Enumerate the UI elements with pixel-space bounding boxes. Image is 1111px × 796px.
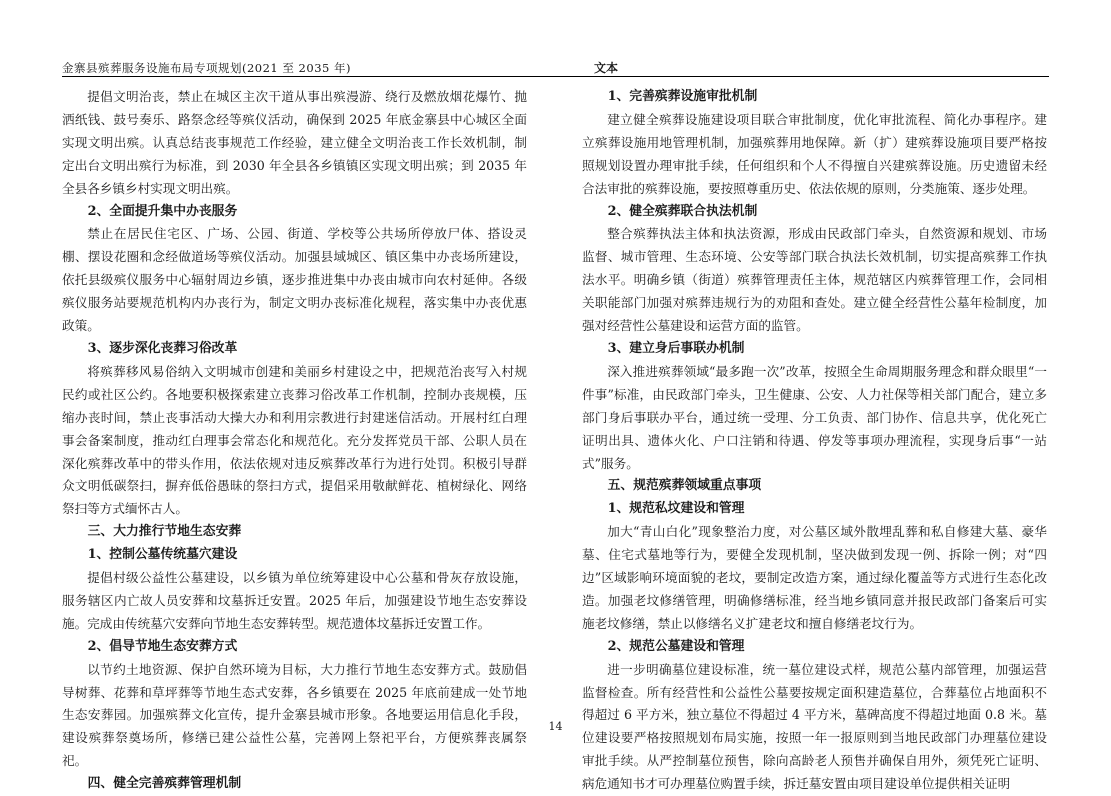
section-heading: 2、规范公墓建设和管理 <box>607 638 745 654</box>
body-paragraph: 进一步明确墓位建设标准，统一墓位建设式样，规范公墓内部管理，加强运营监督检查。所有经营性和公益性公墓要按规定面积建造墓位，合葬墓位占地面积不得超过 6 平方米，独立墓位不得超过 4 平方米，墓碑高度不得超过地面 0.8 米。墓位建设要严格按照规划布局实施，按照一年一报原则到当地民政部门办理墓位建设审批手续。从严控制墓位预售，除向高龄老人预售并确保自用外，须凭死亡证明、病危通知书才可办理墓位购置手续，拆迁墓安置由项目建设单位提供相关证明 <box>582 661 1047 792</box>
body-paragraph: 提倡村级公益性公墓建设，以乡镇为单位统筹建设中心公墓和骨灰存放设施，服务辖区内亡故人员安葬和坟墓拆迁安置。2025 年后，加强建设节地生态安葬设施。完成由传统墓穴安葬向节地生态安葬转型。规范遗体坟墓拆迁安置工作。 <box>62 570 527 631</box>
section-heading: 1、控制公墓传统墓穴建设 <box>87 547 238 563</box>
body-paragraph: 禁止在居民住宅区、广场、公园、街道、学校等公共场所停放尸体、搭设灵棚、摆设花圈和念经做道场等殡仪活动。加强县域城区、镇区集中办丧场所建设，依托县级殡仪服务中心辐射周边乡镇，逐步推进集中办丧由城市向农村延伸。各级殡仪服务站要规范机构内办丧行为，制定文明办丧标准化规程，落实集中办丧优惠政策。 <box>62 226 527 334</box>
page-number: 14 <box>548 720 563 733</box>
page-header <box>62 56 1049 76</box>
section-label: 文本 <box>594 61 619 75</box>
body-paragraph: 加大“青山白化”现象整治力度，对公墓区域外散埋乱葬和私自修建大墓、豪华墓、住宅式墓地等行为，要健全发现机制，坚决做到发现一例、拆除一例；对“四边”区域影响环境面貌的老坟，要制定改造方案，通过绿化覆盖等方式进行生态化改造。加强老坟修缮管理，明确修缮标准，经当地乡镇同意并报民政部门备案后可实施老坟修缮，禁止以修缮名义扩建老坟和擅自修缮老坟行为。 <box>582 524 1047 631</box>
section-heading: 2、全面提升集中办丧服务 <box>87 203 238 219</box>
body-paragraph: 将殡葬移风易俗纳入文明城市创建和美丽乡村建设之中，把规范治丧写入村规民约或社区公约。各地要积极探索建立丧葬习俗改革工作机制，控制办丧规模，压缩办丧时间，禁止丧事活动大操大办和利用宗教进行封建迷信活动。开展村红白理事会备案制度，推动红白理事会常态化和规范化。充分发挥党员干部、公职人员在深化殡葬改革中的带头作用，依法依规对违反殡葬改革行为进行处罚。积极引导群众文明低碳祭扫，摒弃低俗愚昧的祭扫方式，提倡采用敬献鲜花、植树绿化、网络祭扫等方式缅怀古人。 <box>62 363 527 517</box>
section-heading: 3、建立身后事联办机制 <box>607 340 745 356</box>
body-paragraph: 建立健全殡葬设施建设项目联合审批制度，优化审批流程、简化办事程序。建立殡葬设施用地管理机制，加强殡葬用地保障。新（扩）建殡葬设施项目要严格按照规划设置办理审批手续，任何组织和个人不得擅自兴建殡葬设施。历史遗留未经合法审批的殡葬设施，要按照尊重历史、依法依规的原则，分类施策、逐步处理。 <box>582 111 1047 196</box>
section-heading: 四、健全完善殡葬管理机制 <box>87 776 242 792</box>
section-heading: 三、大力推行节地生态安葬 <box>87 524 242 540</box>
document-title: 金寨县殡葬服务设施布局专项规划(2021 至 2035 年) <box>62 61 351 75</box>
section-heading: 3、逐步深化丧葬习俗改革 <box>87 340 238 356</box>
body-paragraph: 整合殡葬执法主体和执法资源，形成由民政部门牵头，自然资源和规划、市场监督、城市管理、生态环境、公安等部门联合执法长效机制，切实提高殡葬工作执法水平。明确乡镇（街道）殡葬管理责任主体，规范辖区内殡葬管理工作，会同相关职能部门加强对殡葬违规行为的劝阻和查处。建立健全经营性公墓年检制度，加强对经营性公墓建设和运营方面的监管。 <box>582 226 1047 334</box>
section-heading: 2、健全殡葬联合执法机制 <box>607 203 758 219</box>
body-paragraph: 提倡文明治丧，禁止在城区主次干道从事出殡漫游、绕行及燃放烟花爆竹、抛洒纸钱、鼓号奏乐、路祭念经等殡仪活动，确保到 2025 年底金寨县中心城区全面实现文明出殡。认真总结丧事规范工作经验，建立健全文明治丧工作长效机制，制定出台文明出殡行为标准，到 2030 年全县各乡镇镇区实现文明出殡；到 2035 年全县各乡镇乡村实现文明出殡。 <box>62 89 527 196</box>
right-column <box>582 86 1047 796</box>
body-paragraph: 深入推进殡葬领域“最多跑一次”改革，按照全生命周期服务理念和群众眼里“一件事”标准，由民政部门牵头，卫生健康、公安、人力社保等相关部门配合，建立多部门身后事联办平台，通过统一受理、分工负责、部门协作、信息共享，优化死亡证明出具、遗体火化、户口注销和待遇、停发等事项办理流程，实现身后事“一站式”服务。 <box>582 363 1047 471</box>
section-heading: 1、完善殡葬设施审批机制 <box>607 89 758 104</box>
section-heading: 1、规范私坟建设和管理 <box>607 501 745 517</box>
body-paragraph: 以节约土地资源、保护自然环境为目标，大力推行节地生态安葬方式。鼓励倡导树葬、花葬和草坪葬等节地生态式安葬，各乡镇要在 2025 年底前建成一处节地生态安葬园。加强殡葬文化宣传，提升金寨县城市形象。各地要运用信息化手段，建设殡葬祭奠场所，修缮已建公益性公墓，完善网上祭祀平台，方便殡葬丧属祭祀。 <box>62 661 527 769</box>
header-rule <box>62 76 1049 77</box>
section-heading: 五、规范殡葬领域重点事项 <box>607 478 762 494</box>
section-heading: 2、倡导节地生态安葬方式 <box>87 638 238 654</box>
left-column <box>62 86 527 796</box>
